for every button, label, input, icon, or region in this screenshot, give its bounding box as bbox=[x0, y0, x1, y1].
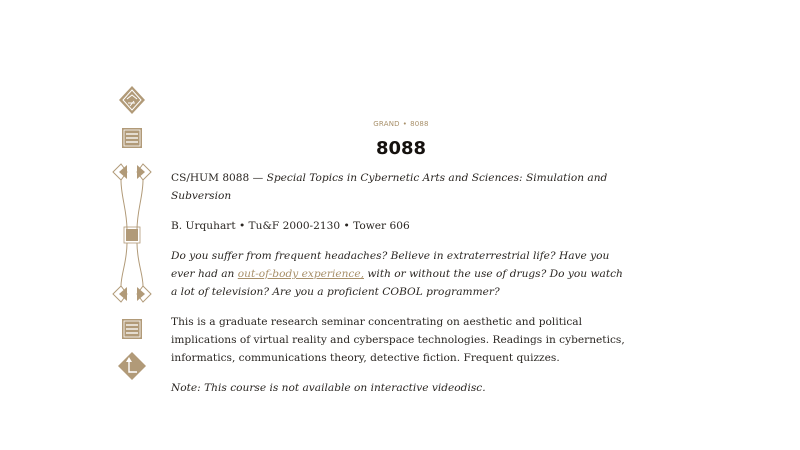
course-name: Special Topics in Cybernetic Arts and Sciences: Simulation and Subversion bbox=[171, 172, 608, 202]
diamond-arrows-icon[interactable] bbox=[113, 164, 151, 302]
course-questions bbox=[171, 247, 631, 301]
out-of-body-experience-link[interactable]: out-of-body experience, bbox=[237, 268, 364, 280]
menu-list-icon[interactable] bbox=[122, 319, 142, 339]
course-note-text: Note: This course is not available on interactive videodisc. bbox=[171, 382, 486, 394]
breadcrumb-link-grand[interactable]: GRAND bbox=[373, 120, 400, 128]
turn-arrow-icon[interactable] bbox=[118, 352, 146, 380]
breadcrumb bbox=[171, 118, 631, 130]
course-content bbox=[171, 118, 631, 397]
questions-before-link: Do you suffer from frequent headaches? Believe in extraterrestrial life? Have you ever had an bbox=[171, 250, 610, 280]
breadcrumb-current: 8088 bbox=[410, 120, 429, 128]
course-heading bbox=[171, 169, 631, 205]
side-navigation bbox=[105, 82, 159, 387]
course-code: CS/HUM 8088 — bbox=[171, 172, 267, 184]
page-title: 8088 bbox=[375, 138, 427, 159]
menu-list-icon[interactable] bbox=[122, 128, 142, 148]
course-note bbox=[171, 379, 631, 397]
map-diamond-icon[interactable] bbox=[119, 86, 145, 114]
course-meta: B. Urquhart • Tu&F 2000-2130 • Tower 606 bbox=[171, 220, 410, 232]
nav-icons bbox=[105, 82, 159, 387]
course-description: This is a graduate research seminar concentrating on aesthetic and political implications of virtual reality and cyberspace technologies. Readings in cybernetics, informatics, communications theory, detective fiction. Frequent quizzes. bbox=[171, 316, 625, 364]
questions-after-link: with or without the use of drugs? Do you watch a lot of television? Are you a proficient COBOL programmer? bbox=[171, 268, 623, 298]
breadcrumb-separator: • bbox=[402, 120, 408, 128]
